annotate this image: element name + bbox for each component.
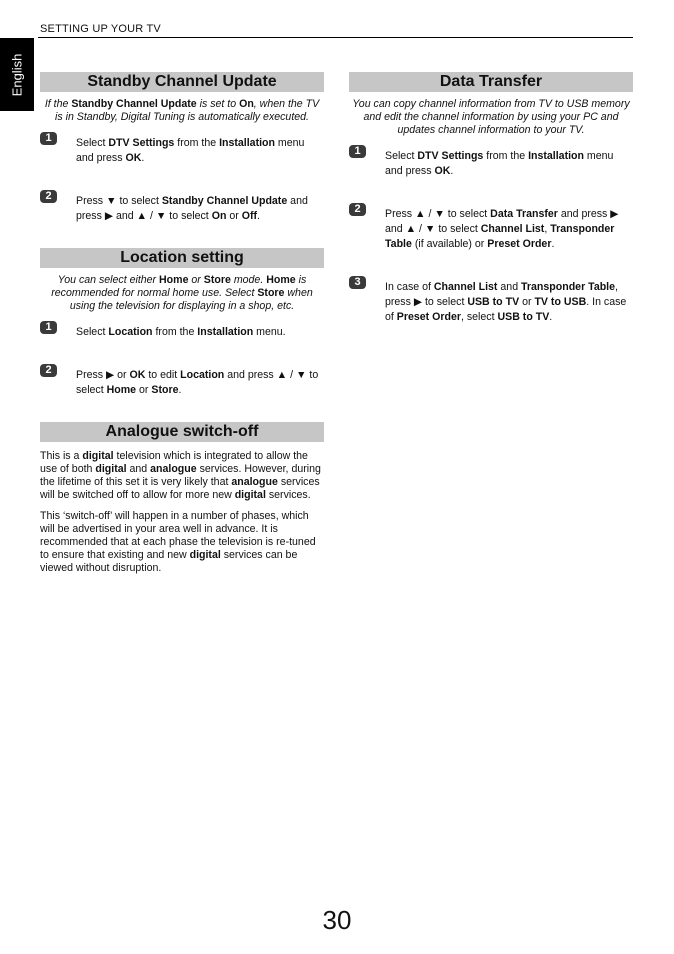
text-run: and press ▶ and ▲ / ▼ to select: [76, 195, 308, 222]
text-run: .: [257, 210, 260, 222]
transfer-title: Data Transfer: [349, 72, 633, 92]
text-run: Select: [76, 326, 109, 338]
bold-term: DTV Settings: [108, 137, 175, 149]
language-tab-label: English: [9, 53, 25, 96]
text-run: and press ▲ / ▼ to select: [76, 369, 319, 396]
text-run: services.: [265, 489, 311, 501]
text-run: or: [226, 210, 242, 222]
step-item: [349, 145, 633, 179]
bold-term: digital: [234, 489, 266, 501]
text-run: .: [549, 311, 553, 323]
bold-term: Channel List: [433, 281, 498, 293]
step-text: [385, 276, 633, 325]
bold-term: Transponder Table: [385, 223, 615, 250]
text-run: .: [551, 238, 555, 250]
step-item: [349, 276, 633, 325]
bold-term: Location: [108, 326, 153, 338]
step-text: [76, 364, 324, 398]
bold-term: digital: [189, 549, 221, 561]
text-run: , when the TV is in Standby, Digital Tuning is automatically executed.: [55, 98, 320, 123]
bold-term: OK: [125, 152, 142, 164]
analogue-paragraph-2: [40, 510, 324, 575]
step-item: [40, 321, 324, 340]
text-run: from the: [483, 150, 529, 162]
bold-term: On: [239, 98, 254, 110]
step-number-badge: 3: [349, 276, 366, 289]
analogue-paragraph-1: [40, 450, 324, 502]
text-run: .: [450, 165, 454, 177]
bold-term: Store: [257, 287, 285, 299]
text-run: Press ▶ or: [76, 369, 130, 381]
transfer-section: [349, 72, 633, 325]
standby-steps: [40, 132, 324, 224]
step-item: [40, 364, 324, 398]
language-tab: [0, 38, 34, 111]
text-run: or: [188, 274, 204, 286]
text-run: from the: [152, 326, 198, 338]
text-run: You can select either: [57, 274, 160, 286]
text-run: This ‘switch-off’ will happen in a number of phases, which will be advertised in your area well in advance. It is recommended that at each phase the television is re-tuned to ensure that existing and new: [40, 510, 316, 561]
bold-term: Installation: [197, 326, 254, 338]
text-run: services will be switched off to allow for more new: [40, 476, 320, 501]
text-run: ,: [544, 223, 551, 235]
text-run: is recommended for normal home use. Select: [51, 274, 307, 299]
text-run: . In case of: [385, 296, 627, 323]
bold-term: Store: [203, 274, 231, 286]
location-steps: [40, 321, 324, 398]
bold-term: Location: [180, 369, 225, 381]
standby-intro: [42, 98, 322, 124]
bold-term: DTV Settings: [417, 150, 484, 162]
location-title: Location setting: [40, 248, 324, 268]
text-run: menu and press: [385, 150, 614, 177]
running-header: SETTING UP YOUR TV: [40, 23, 161, 35]
step-item: [349, 203, 633, 252]
text-run: Press ▼ to select: [76, 195, 162, 207]
bold-term: On: [211, 210, 227, 222]
right-column: [349, 72, 633, 349]
text-run: services. However, during the lifetime of this set it is very likely that: [40, 463, 321, 488]
bold-term: digital: [82, 450, 114, 462]
bold-term: USB to TV: [497, 311, 550, 323]
bold-term: Installation: [528, 150, 584, 162]
bold-term: Preset Order: [487, 238, 552, 250]
header-rule: [38, 37, 633, 38]
text-run: In case of: [385, 281, 434, 293]
step-item: [40, 190, 324, 224]
left-column: [40, 72, 324, 583]
text-run: (if available) or: [411, 238, 488, 250]
bold-term: analogue: [150, 463, 197, 475]
bold-term: Channel List: [480, 223, 545, 235]
text-run: is set to: [196, 98, 240, 110]
step-number-badge: 2: [349, 203, 366, 216]
bold-term: Home: [266, 274, 296, 286]
text-run: and press ▶ and ▲ / ▼ to select: [385, 208, 619, 235]
page-number: 30: [322, 905, 352, 935]
step-number-badge: 2: [40, 364, 57, 377]
step-text: [76, 132, 324, 166]
text-run: .: [141, 152, 145, 164]
text-run: when using the television for displaying in a shop, etc.: [69, 287, 313, 312]
step-text: [76, 321, 324, 340]
bold-term: TV to USB: [534, 296, 587, 308]
text-run: Select: [385, 150, 418, 162]
step-item: [40, 132, 324, 166]
bold-term: Installation: [219, 137, 275, 149]
bold-term: OK: [434, 165, 451, 177]
text-run: , select: [460, 311, 498, 323]
text-run: You can copy channel information from TV to USB memory and edit the channel information by using your PC and updates channel information to your TV.: [352, 98, 630, 136]
bold-term: Preset Order: [396, 311, 461, 323]
text-run: and: [497, 281, 522, 293]
bold-term: analogue: [231, 476, 278, 488]
text-run: menu.: [253, 326, 286, 338]
analogue-section: [40, 422, 324, 575]
analogue-title: Analogue switch-off: [40, 422, 324, 442]
location-intro: [42, 274, 322, 313]
bold-term: USB to TV: [467, 296, 520, 308]
text-run: services can be viewed without disruption.: [40, 549, 298, 574]
transfer-intro: [351, 98, 631, 137]
bold-term: Home: [159, 274, 189, 286]
bold-term: Home: [106, 384, 137, 396]
text-run: or: [519, 296, 535, 308]
bold-term: Transponder Table: [521, 281, 616, 293]
text-run: This is a: [40, 450, 83, 462]
step-number-badge: 1: [40, 321, 57, 334]
text-run: menu and press: [76, 137, 305, 164]
text-run: and: [126, 463, 151, 475]
bold-term: Off: [241, 210, 258, 222]
standby-section: [40, 72, 324, 224]
step-number-badge: 2: [40, 190, 57, 203]
step-number-badge: 1: [40, 132, 57, 145]
bold-term: OK: [129, 369, 146, 381]
bold-term: Data Transfer: [490, 208, 558, 220]
text-run: from the: [174, 137, 220, 149]
standby-title: Standby Channel Update: [40, 72, 324, 92]
text-run: mode.: [230, 274, 267, 286]
text-run: , press ▶ to select: [385, 281, 618, 308]
text-run: Select: [76, 137, 109, 149]
bold-term: Standby Channel Update: [71, 98, 197, 110]
location-section: [40, 248, 324, 398]
text-run: or: [136, 384, 152, 396]
bold-term: digital: [95, 463, 127, 475]
text-run: to edit: [145, 369, 181, 381]
bold-term: Standby Channel Update: [161, 195, 288, 207]
step-text: [385, 145, 633, 179]
bold-term: Store: [151, 384, 179, 396]
text-run: Press ▲ / ▼ to select: [385, 208, 491, 220]
transfer-steps: [349, 145, 633, 325]
step-number-badge: 1: [349, 145, 366, 158]
text-run: If the: [44, 98, 72, 110]
text-run: television which is integrated to allow the use of both: [40, 450, 308, 475]
step-text: [76, 190, 324, 224]
text-run: .: [178, 384, 182, 396]
step-text: [385, 203, 633, 252]
